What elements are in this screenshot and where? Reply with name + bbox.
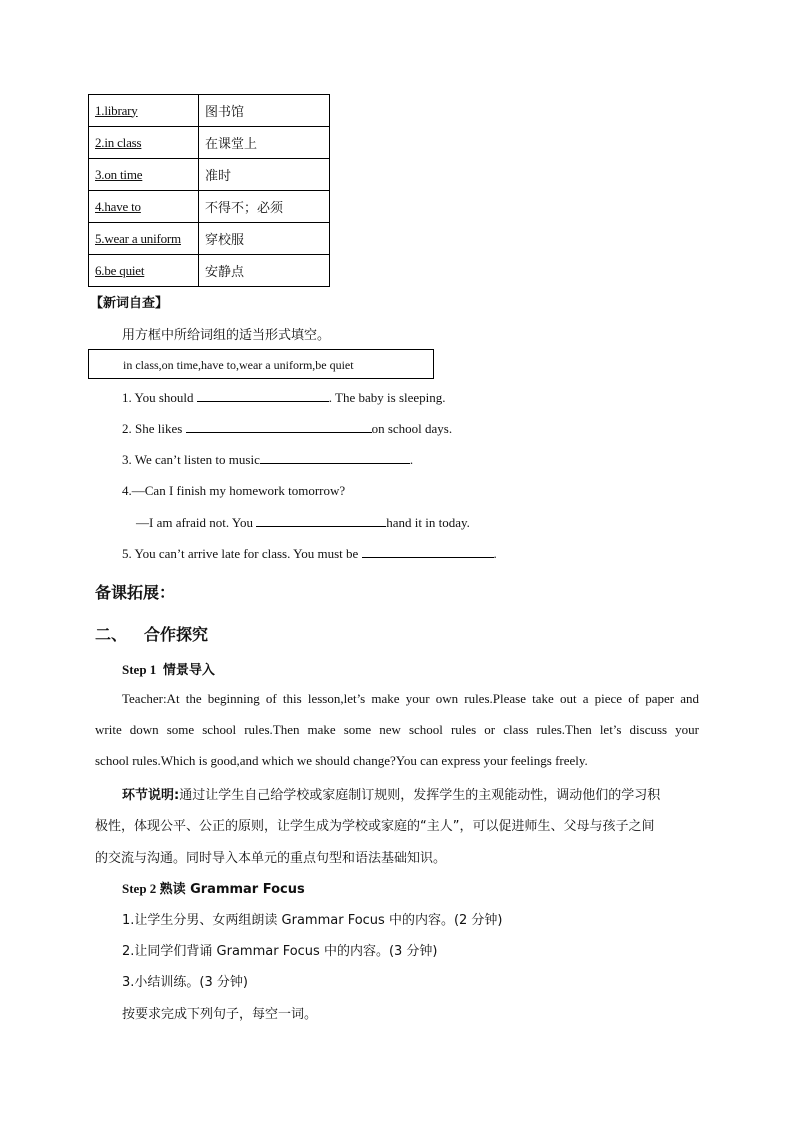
question-text: —I am afraid not. You — [136, 515, 257, 530]
section-title: 合作探究 — [144, 625, 209, 644]
question-text: 3. We can’t listen to music — [122, 452, 260, 467]
list-item: 1.让学生分男、女两组朗读 Grammar Focus 中的内容。(2 分钟) — [122, 913, 503, 928]
list-item: 3.小结训练。(3 分钟) — [122, 975, 248, 990]
step-title: 情景导入 — [162, 663, 215, 678]
question-4: 4.—Can I finish my homework tomorrow? — [122, 483, 346, 498]
vocab-english: 2.in class — [89, 127, 199, 159]
answer-blank[interactable] — [260, 451, 410, 464]
answer-blank[interactable] — [256, 514, 386, 527]
step-title: 熟读 Grammar Focus — [159, 882, 305, 897]
question-text: . The baby is sleeping. — [328, 390, 446, 405]
self-check-heading: 【新词自查】 — [90, 296, 169, 311]
word-box — [88, 349, 434, 379]
question-text: 1. You should — [122, 390, 197, 405]
table-row — [89, 127, 330, 159]
question-3 — [122, 451, 413, 468]
self-check-instruction: 用方框中所给词组的适当形式填空。 — [122, 328, 331, 343]
note-line-2: 极性，体现公平、公正的原则，让学生成为学校或家庭的“主人”，可以促进师生、父母与孩子之间 — [95, 819, 655, 834]
word-box-text: in class,on time,have to,wear a uniform,be quiet — [123, 358, 354, 372]
question-text: 5. You can’t arrive late for class. You must be — [122, 546, 362, 561]
vocab-chinese: 准时 — [199, 159, 330, 191]
vocab-english: 6.be quiet — [89, 255, 199, 287]
question-text: on school days. — [371, 421, 453, 436]
vocab-chinese: 在课堂上 — [199, 127, 330, 159]
section-number: 二、 — [95, 625, 128, 644]
question-1 — [122, 389, 446, 406]
teacher-line-1: Teacher:At the beginning of this lesson,let’s make your own rules.Please take out a piece of paper and — [122, 691, 699, 706]
step-label: Step 1 — [122, 662, 157, 677]
question-4-reply — [136, 514, 470, 531]
teacher-line-2: write down some school rules.Then make some new school rules or class rules.Then let’s discuss your — [95, 722, 699, 737]
question-5 — [122, 545, 497, 562]
table-row — [89, 255, 330, 287]
answer-blank[interactable] — [362, 545, 494, 558]
step-label: Step 2 — [122, 881, 157, 896]
question-text: hand it in today. — [386, 515, 470, 530]
table-row — [89, 223, 330, 255]
table-row — [89, 159, 330, 191]
question-text: . — [409, 452, 414, 467]
answer-blank[interactable] — [197, 389, 329, 402]
table-row — [89, 191, 330, 223]
vocab-table — [88, 94, 330, 287]
table-row — [89, 95, 330, 127]
note-text: 通过让学生自己给学校或家庭制订规则，发挥学生的主观能动性，调动他们的学习积 — [179, 788, 661, 803]
vocab-chinese: 不得不；必须 — [199, 191, 330, 223]
list-item: 2.让同学们背诵 Grammar Focus 中的内容。(3 分钟) — [122, 944, 438, 959]
answer-blank[interactable] — [186, 420, 372, 433]
vocab-chinese: 图书馆 — [199, 95, 330, 127]
prep-extension-heading: 备课拓展： — [95, 583, 176, 602]
step2-heading — [122, 878, 305, 897]
question-text: . — [493, 546, 497, 561]
question-2 — [122, 420, 452, 437]
vocab-chinese: 安静点 — [199, 255, 330, 287]
vocab-english: 3.on time — [89, 159, 199, 191]
note-line-1 — [122, 784, 660, 803]
list-item: 按要求完成下列句子，每空一词。 — [122, 1007, 318, 1022]
note-line-3: 的交流与沟通。同时导入本单元的重点句型和语法基础知识。 — [95, 851, 447, 866]
vocab-english: 5.wear a uniform — [89, 223, 199, 255]
step1-heading — [122, 659, 215, 678]
vocab-english: 1.library — [89, 95, 199, 127]
question-text: 2. She likes — [122, 421, 186, 436]
note-label: 环节说明: — [122, 788, 180, 803]
vocab-english: 4.have to — [89, 191, 199, 223]
vocab-chinese: 穿校服 — [199, 223, 330, 255]
teacher-line-3: school rules.Which is good,and which we should change?You can express your feelings freely. — [95, 753, 588, 768]
